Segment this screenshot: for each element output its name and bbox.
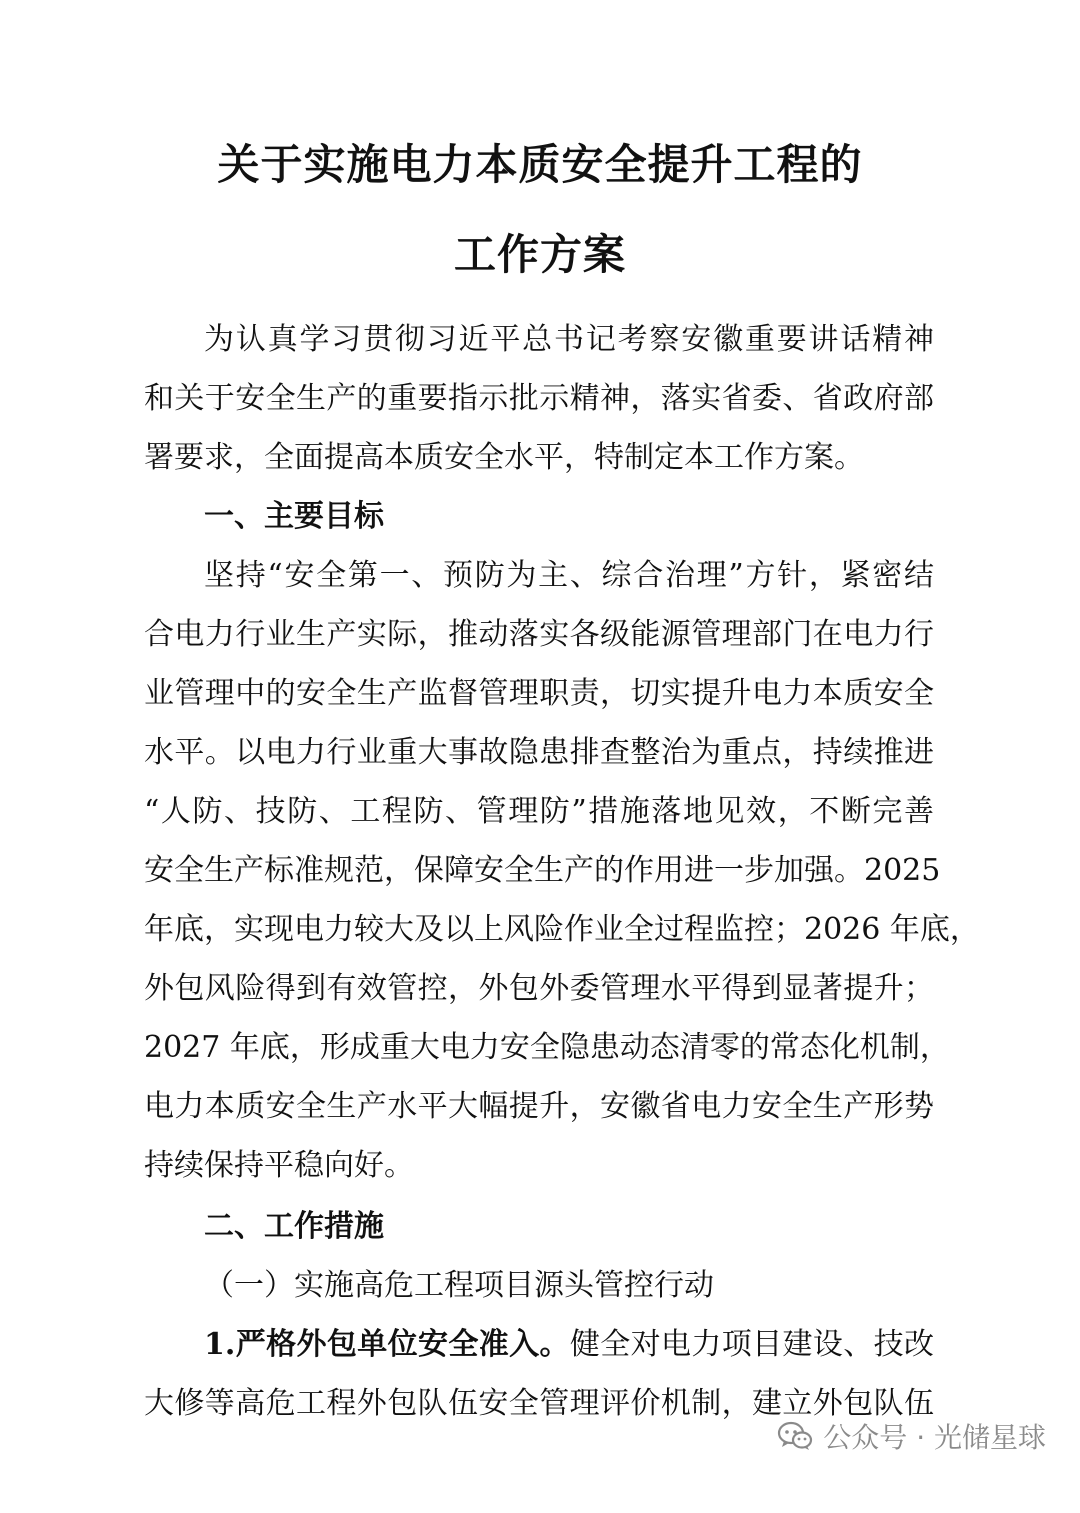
document-title-line-2: 工作方案	[453, 230, 626, 279]
item-1-first-line	[204, 1325, 934, 1365]
watermark-text: 公众号 · 光储星球	[823, 1421, 1046, 1454]
section-1-line-3: 业管理中的安全生产监督管理职责，切实提升电力本质安全	[144, 676, 934, 711]
section-1-line-8: 外包风险得到有效管控，外包外委管理水平得到显著提升；	[144, 971, 934, 1006]
item-1-rest: 健全对电力项目建设、技改	[569, 1327, 934, 1362]
section-1-line-1: 坚持“安全第一、预防为主、综合治理”方针，紧密结	[204, 558, 934, 593]
wechat-icon	[777, 1421, 813, 1451]
item-1-line-2: 大修等高危工程外包队伍安全管理评价机制，建立外包队伍	[144, 1386, 934, 1421]
watermark	[777, 1416, 1046, 1456]
item-1-lead: 1.严格外包单位安全准入。	[204, 1327, 570, 1362]
section-1-line-5: “人防、技防、工程防、管理防”措施落地见效，不断完善	[144, 794, 934, 829]
section-1-heading: 一、主要目标	[204, 499, 384, 534]
intro-line-2: 和关于安全生产的重要指示批示精神，落实省委、省政府部	[144, 381, 934, 416]
section-2-subheading: （一）实施高危工程项目源头管控行动	[204, 1268, 714, 1303]
intro-line-3: 署要求，全面提高本质安全水平，特制定本工作方案。	[144, 440, 864, 475]
section-2-heading: 二、工作措施	[204, 1209, 384, 1244]
section-1-line-11: 持续保持平稳向好。	[144, 1148, 414, 1183]
section-1-line-10: 电力本质安全生产水平大幅提升，安徽省电力安全生产形势	[144, 1089, 934, 1124]
section-1-line-4: 水平。以电力行业重大事故隐患排查整治为重点，持续推进	[144, 735, 934, 770]
section-1-line-6: 安全生产标准规范，保障安全生产的作用进一步加强。2025	[144, 853, 941, 888]
section-1-line-2: 合电力行业生产实际，推动落实各级能源管理部门在电力行	[144, 617, 934, 652]
document-title-line-1: 关于实施电力本质安全提升工程的	[217, 140, 863, 189]
section-1-line-9: 2027 年底，形成重大电力安全隐患动态清零的常态化机制，	[144, 1030, 950, 1065]
section-1-line-7: 年底，实现电力较大及以上风险作业全过程监控；2026 年底，	[144, 912, 980, 947]
intro-line-1: 为认真学习贯彻习近平总书记考察安徽重要讲话精神	[204, 322, 934, 357]
